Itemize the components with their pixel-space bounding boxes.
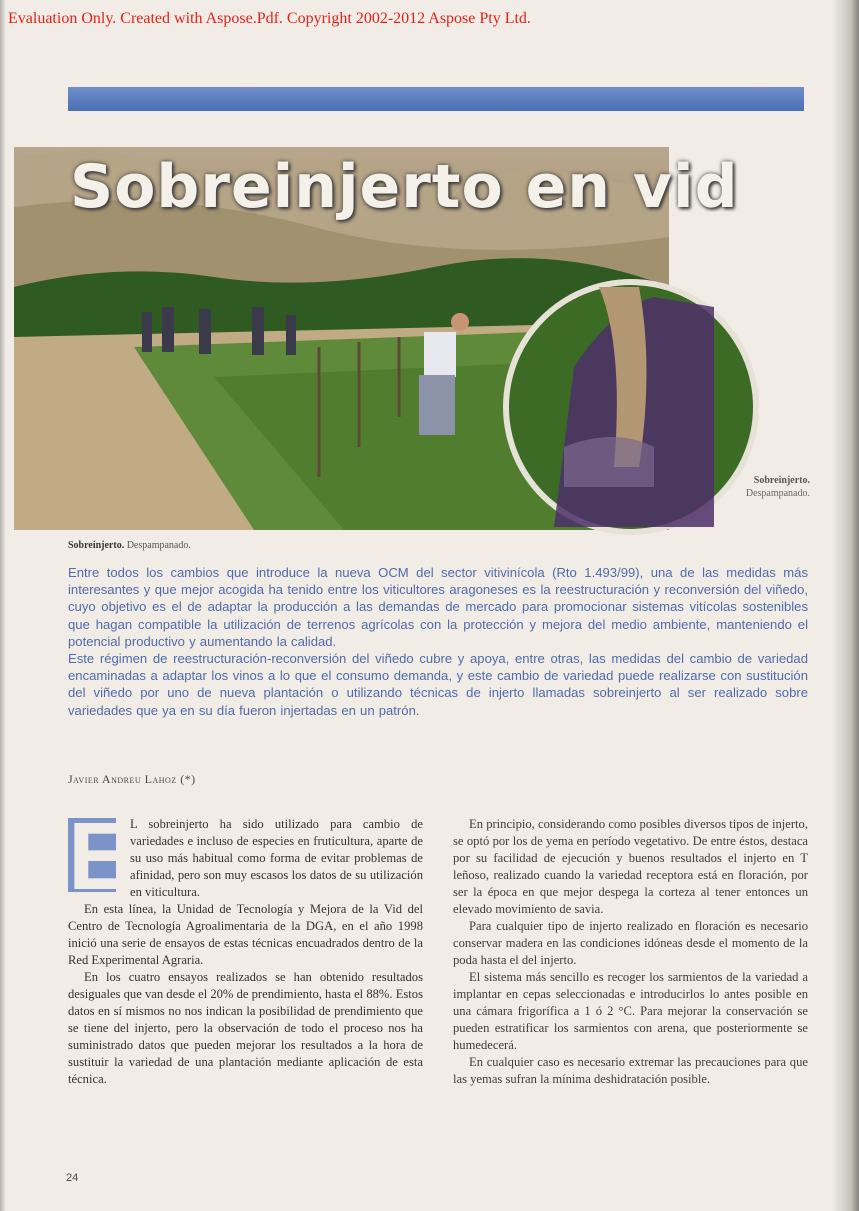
photo-caption (68, 540, 191, 551)
inset-caption-bold: Sobreinjerto. (753, 475, 810, 486)
body-paragraph: En cualquier caso es necesario extremar las precauciones para que las yemas sufran la mínima deshidratación posible. (453, 1055, 808, 1086)
body-paragraph: En esta línea, la Unidad de Tecnología y Mejora de la Vid del Centro de Tecnología Agroalimentaria de la DGA, en el año 1998 inició una serie de ensayos de estas técnicas encuadrados dentro de la Red Experimental Agraria. (68, 902, 423, 967)
article-title: Sobreinjerto en vid (70, 152, 739, 222)
page-gutter-shadow (0, 0, 6, 1211)
lead-paragraph: Este régimen de reestructuración-reconversión del viñedo cubre y apoya, entre otras, las medidas del cambio de variedad encaminadas a adaptar los vinos a lo que el consumo demanda, y este cambio de variedad puede realizarse con sustitución del viñedo por uno de nueva plantación o utilizando técnicas de injerto llamadas sobreinjerto al ser realizado sobre variedades que ya en su día fueron injertadas en un patrón. (68, 651, 808, 718)
body-paragraph: El sistema más sencillo es recoger los sarmientos de la variedad a implantar en cepas seleccionadas e introducirlos lo antes posible en una cámara frigorífica a 1 ó 2 °C. Para mejorar la conservación se pueden estratificar los sarmientos con arena, que posteriormente se humedecerá. (453, 970, 808, 1052)
body-column-right (453, 816, 808, 1088)
inset-photo-caption (700, 474, 810, 500)
watermark: Evaluation Only. Created with Aspose.Pdf. Copyright 2002-2012 Aspose Pty Ltd. (8, 10, 531, 27)
author-byline: Javier Andreu Lahoz (*) (68, 772, 196, 786)
body-paragraph: L sobreinjerto ha sido utilizado para cambio de variedades e incluso de especies en fruticultura, aparte de su uso más habitual como forma de evitar problemas de afinidad, pero son muy escasos los datos de su utilización en viticultura. (130, 817, 423, 899)
body-paragraph: Para cualquier tipo de injerto realizado en floración es necesario conservar madera en las condiciones idóneas desde el momento de la poda hasta el del injerto. (453, 919, 808, 967)
page-edge-shadow (831, 0, 859, 1211)
page-number: 24 (66, 1172, 79, 1184)
body-paragraph: En los cuatro ensayos realizados se han obtenido resultados desiguales que van desde el 20% de prendimiento, hasta el 88%. Estos datos en sí mismos no nos indican la posibilidad de prendimiento que se tiene del injerto, pero la observación de todo el proceso nos ha suministrado datos que pueden mejorar los resultados a la hora de sustituir la variedad de una plantación mediante aplicación de esta técnica. (68, 970, 423, 1086)
lead-paragraphs (68, 564, 808, 719)
lead-paragraph: Entre todos los cambios que introduce la nueva OCM del sector vitivinícola (Rto 1.493/99), una de las medidas más interesantes y que mejor acogida ha tenido entre los viticultores aragoneses es la reestructuración y reconversión del viñedo, cuyo objetivo es el de adaptar la producción a las demandas de mercado para promocionar sistemas vitícolas sostenibles que hagan compatible la utilización de terrenos agrícolas con la protección y mejora del medio ambiente, manteniendo el potencial productivo y aumentando la calidad. (68, 565, 808, 649)
drop-cap: E (68, 803, 133, 910)
photo-caption-bold: Sobreinjerto. (68, 540, 125, 551)
photo-caption-text: Despampanado. (126, 540, 191, 551)
body-column-left (68, 803, 423, 1088)
body-paragraph: En principio, considerando como posibles diversos tipos de injerto, se optó por los de yema en período vegetativo. De entre éstos, destaca por su facilidad de ejecución y buenos resultados el injerto en T leñoso, realizado cuando la variedad receptora está en floración, por ser la época en que mejor despega la corteza al tener entonces un elevado movimiento de savia. (453, 817, 808, 916)
inset-caption-text: Despampanado. (745, 488, 810, 499)
header-bar (68, 87, 804, 111)
